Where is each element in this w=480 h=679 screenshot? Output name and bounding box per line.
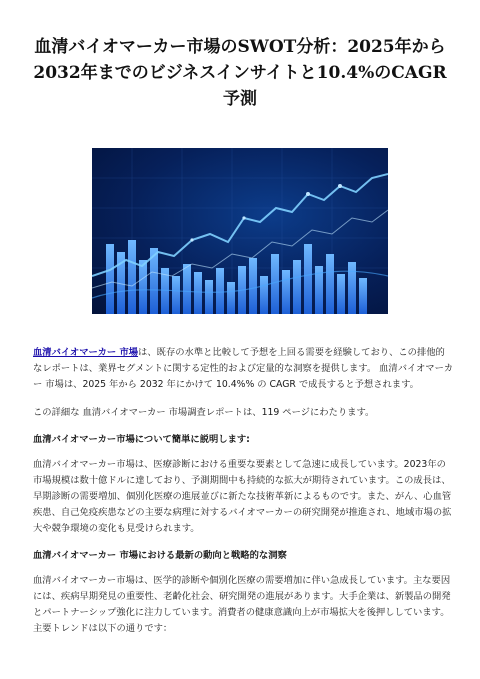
article-body	[33, 345, 453, 644]
intro-paragraph	[33, 345, 453, 393]
pages-note: この詳細な 血清バイオマーカー 市場調査レポートは、119 ページにわたります。	[33, 407, 375, 418]
intro-text: は、既存の水準と比較して予想を上回る需要を経験しており、この排他的なレポートは、業界セグメントに関する定性的および定量的な洞察を提供します。 血清バイオマーカー 市場は、2025 年から 2032 年にかけて 10.4%% の CAGR で成長すると予想されます。	[33, 347, 454, 390]
hero-image-chart	[92, 148, 388, 314]
section-text-overview: 血清バイオマーカー市場は、医療診断における重要な要素として急速に成長しています。2023年の市場規模は数十億ドルに達しており、予測期間中も持続的な拡大が期待されています。この成長は、早期診断の需要増加、個別化医療の進展並びに新たな技術革新によるものです。また、がん、心血管疾患、自己免疫疾患などの主要な病理に対するバイオマーカーの研究開発が推進され、地域市場の拡大や競争環境の変化も見受けられます。	[33, 459, 452, 534]
section-text-trends: 血清バイオマーカー市場は、医学的診断や個別化医療の需要増加に伴い急成長しています。主な要因には、疾病早期発見の重要性、老齢化社会、研究開発の進展があります。大手企業は、新製品の開発とパートナーシップ強化に注力しています。消費者の健康意識向上が市場拡大を後押ししています。主要トレンドは以下の通りです：	[33, 575, 451, 634]
section-heading-trends: 血清バイオマーカー 市場における最新の動向と戦略的な洞察	[33, 550, 287, 561]
hero-illustration	[92, 148, 388, 314]
market-link[interactable]: 血清バイオマーカー 市場	[33, 347, 139, 358]
section-heading-overview: 血清バイオマーカー市場について簡単に説明します:	[33, 434, 250, 445]
document-title: 血清バイオマーカー市場のSWOT分析：2025年から2032年までのビジネスインサイトと10.4%のCAGR予測	[33, 37, 447, 109]
